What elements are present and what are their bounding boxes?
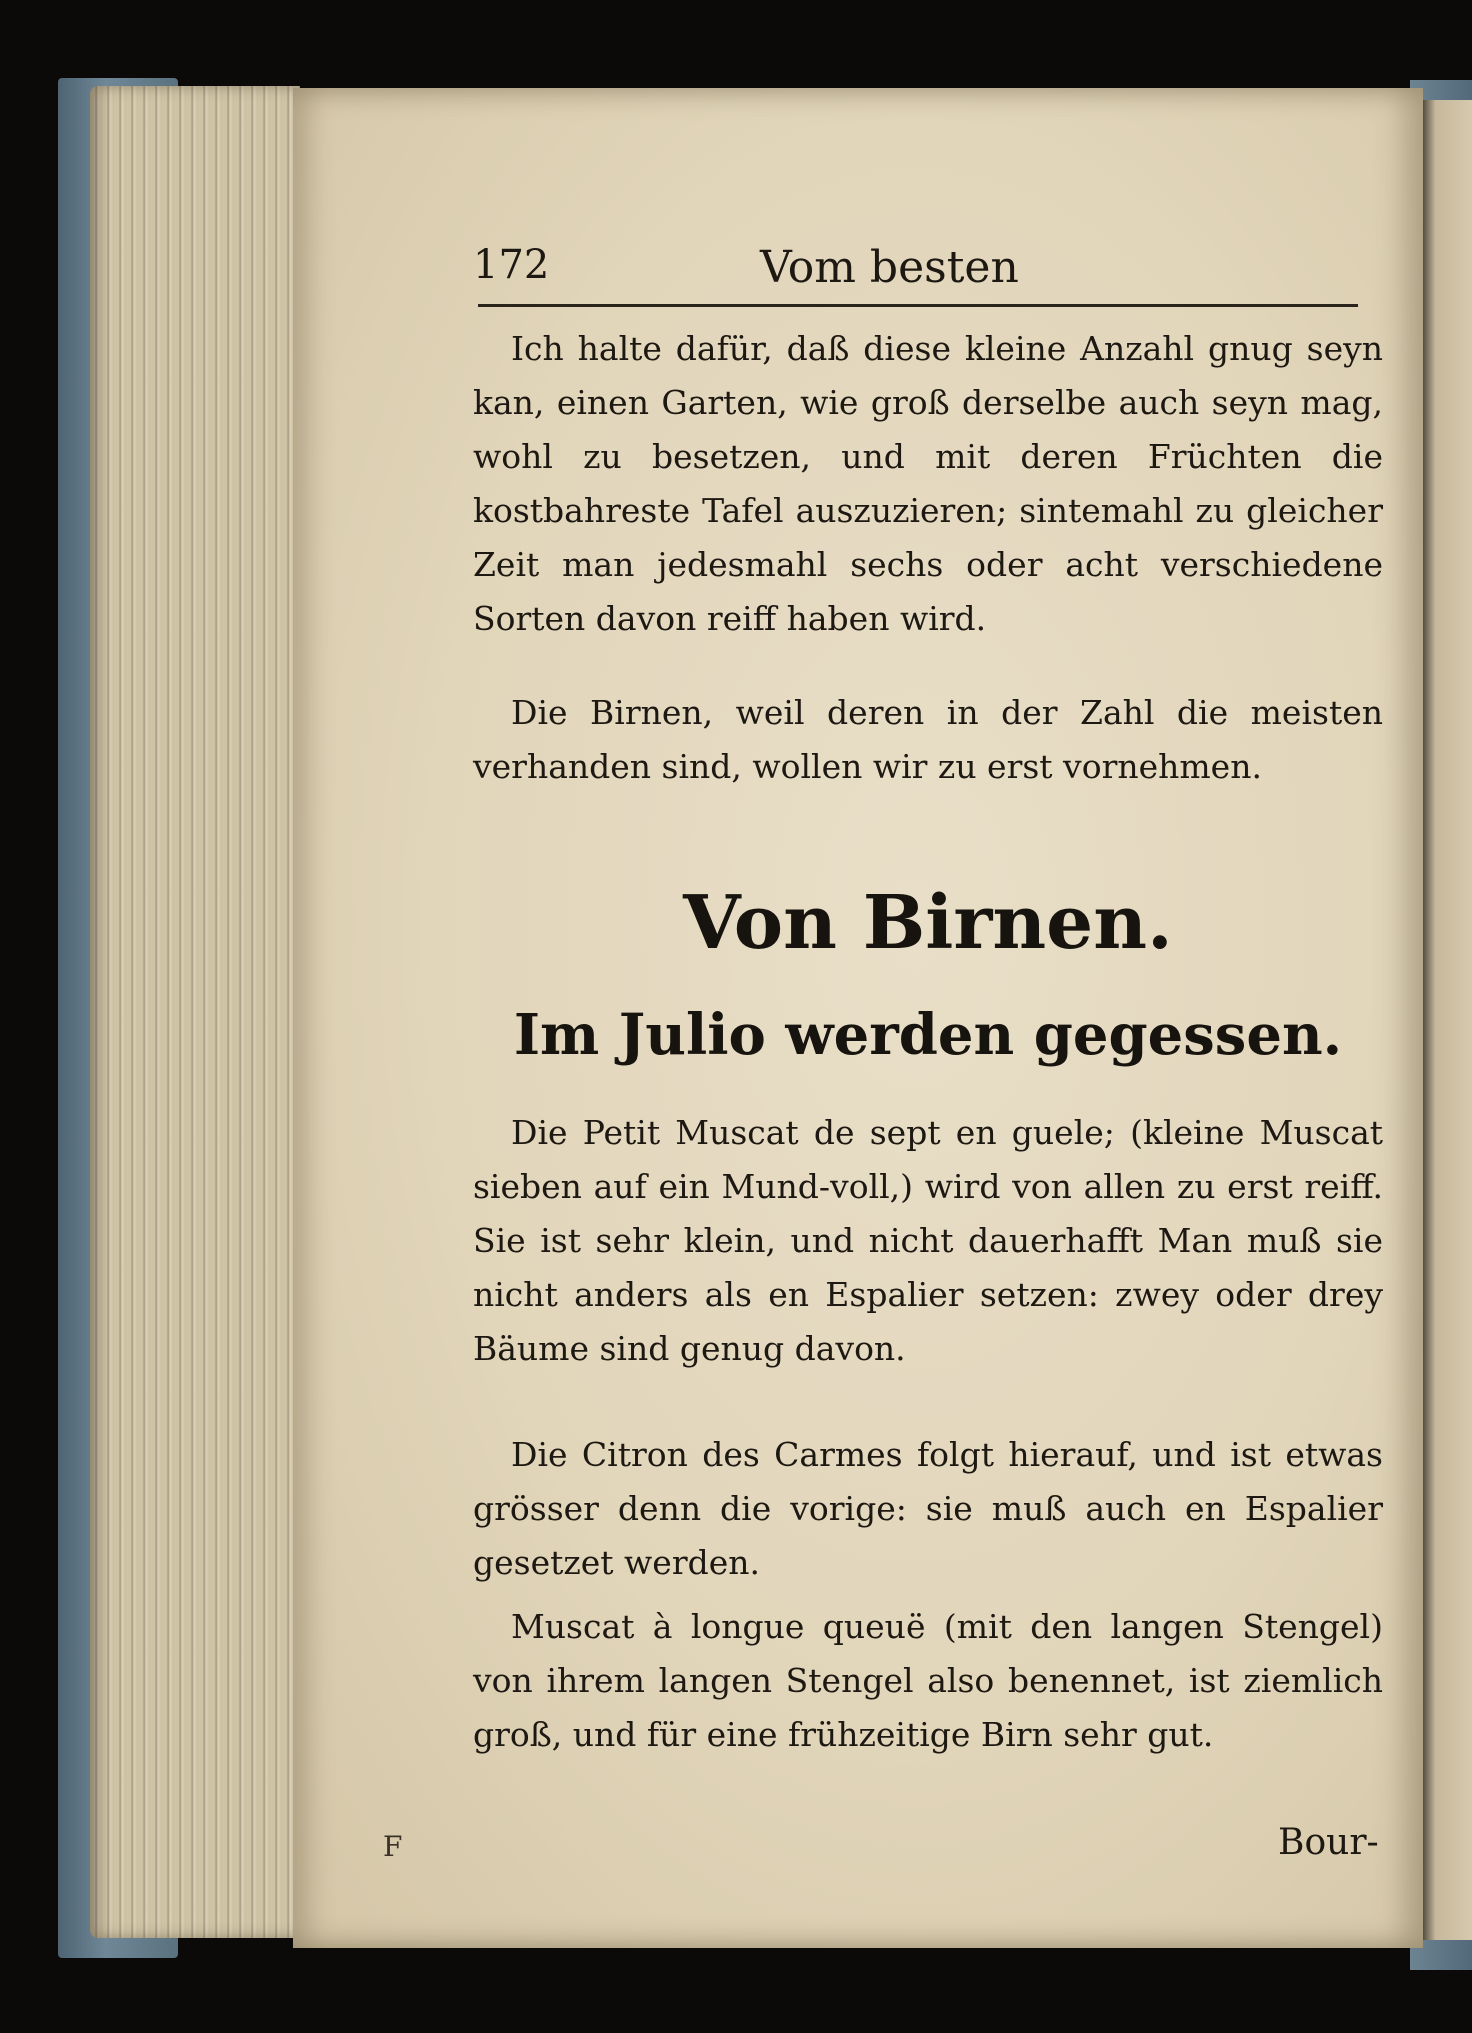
- section-heading: Von Birnen.: [683, 880, 1173, 966]
- header-rule: [478, 304, 1358, 307]
- paragraph-4: Die Citron des Carmes folgt hierauf, und ist etwas grösser denn die vorige: sie muß auch en Espalier gesetzet werden.: [473, 1435, 1383, 1582]
- catchword: Bour-: [1278, 1822, 1379, 1863]
- running-title: Vom besten: [760, 242, 1019, 293]
- paragraph-3: Die Petit Muscat de sept en guele; (kleine Muscat sieben auf ein Mund-voll,) wird von allen zu erst reiff. Sie ist sehr klein, und nicht dauerhafft Man muß sie nicht anders als en Espalier setzen: zwey oder drey Bäume sind genug davon.: [473, 1113, 1383, 1368]
- page-edges: [90, 86, 300, 1938]
- paragraph-5: Muscat à longue queuë (mit den langen Stengel) von ihrem langen Stengel also benennet, ist ziemlich groß, und für eine frühzeitige Birn sehr gut.: [473, 1607, 1383, 1754]
- section-subheading: Im Julio werden gegessen.: [513, 1002, 1343, 1068]
- facing-page-edge: [1420, 100, 1472, 1940]
- paragraph-2: Die Birnen, weil deren in der Zahl die meisten verhanden sind, wollen wir zu erst vornehmen.: [473, 693, 1383, 786]
- paragraph-1: Ich halte dafür, daß diese kleine Anzahl gnug seyn kan, einen Garten, wie groß derselbe auch seyn mag, wohl zu besetzen, und mit deren Früchten die kostbahreste Tafel auszuzieren; sintemahl zu gleicher Zeit man jedesmahl sechs oder acht verschiedene Sorten davon reiff haben wird.: [473, 329, 1383, 638]
- page-number: 172: [473, 242, 550, 288]
- signature-mark: F: [383, 1830, 403, 1863]
